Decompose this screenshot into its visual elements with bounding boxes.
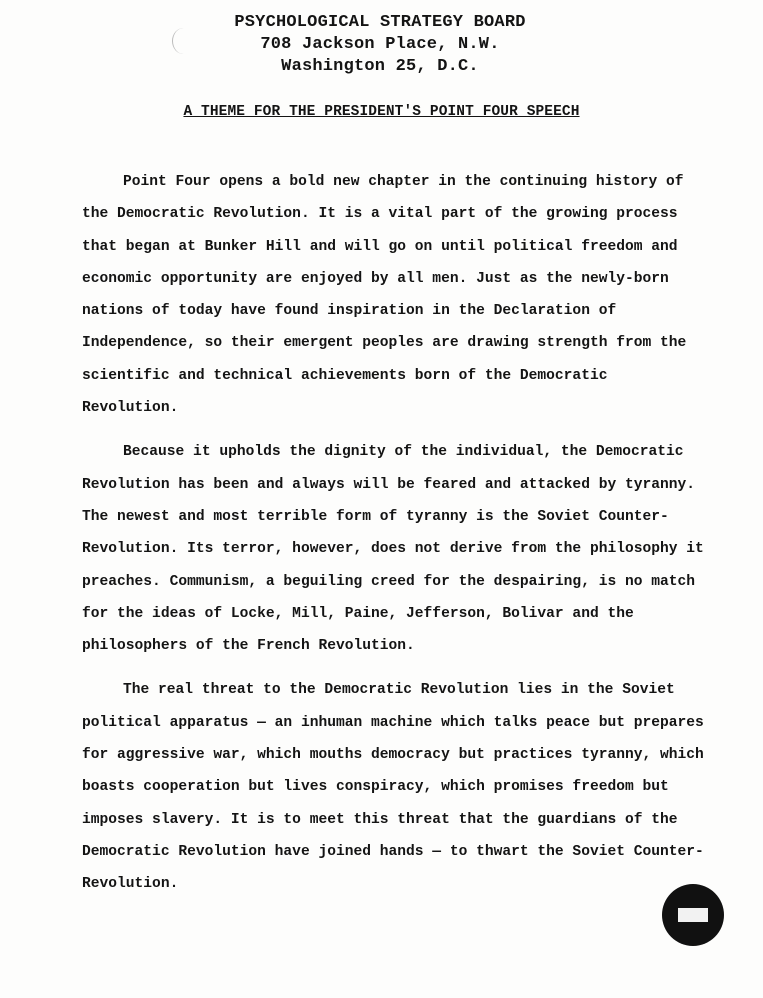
document-title: A THEME FOR THE PRESIDENT'S POINT FOUR SPEECH <box>183 104 580 120</box>
stamp-center <box>678 908 708 922</box>
paragraph: Because it upholds the dignity of the individual, the Democratic Revolution has been and always will be feared and attacked by tyranny. The newest and most terrible form of tyranny is the Soviet Counter-Revolution. Its terror, however, does not derive from the philosophy it preaches. Communism, a beguiling creed for the despairing, is no match for the ideas of Locke, Mill, Paine, Jefferson, Bolivar and the philosophers of the French Revolution. <box>82 444 704 655</box>
archive-stamp-icon <box>662 884 724 946</box>
letterhead-city: Washington 25, D.C. <box>281 57 479 76</box>
document-body <box>82 166 712 913</box>
paragraph: The real threat to the Democratic Revolution lies in the Soviet political apparatus — an inhuman machine which talks peace but prepares for aggressive war, which mouths democracy but practices tyranny, which boasts cooperation but lives conspiracy, which promises freedom but imposes slavery. It is to meet this threat that the guardians of the Democratic Revolution have joined hands — to thwart the Soviet Counter-Revolution. <box>82 682 704 893</box>
letterhead-organization: PSYCHOLOGICAL STRATEGY BOARD <box>234 13 526 32</box>
punch-hole-mark <box>172 28 195 54</box>
letterhead-street: 708 Jackson Place, N.W. <box>260 35 500 54</box>
paragraph: Point Four opens a bold new chapter in the continuing history of the Democratic Revolution. It is a vital part of the growing process that began at Bunker Hill and will go on until political freedom and economic opportunity are enjoyed by all men. Just as the newly-born nations of today have found inspiration in the Declaration of Independence, so their emergent peoples are drawing strength from the scientific and technical achievements born of the Democratic Revolution. <box>82 174 687 417</box>
margin-smudge <box>18 2 58 24</box>
letterhead <box>200 12 560 78</box>
